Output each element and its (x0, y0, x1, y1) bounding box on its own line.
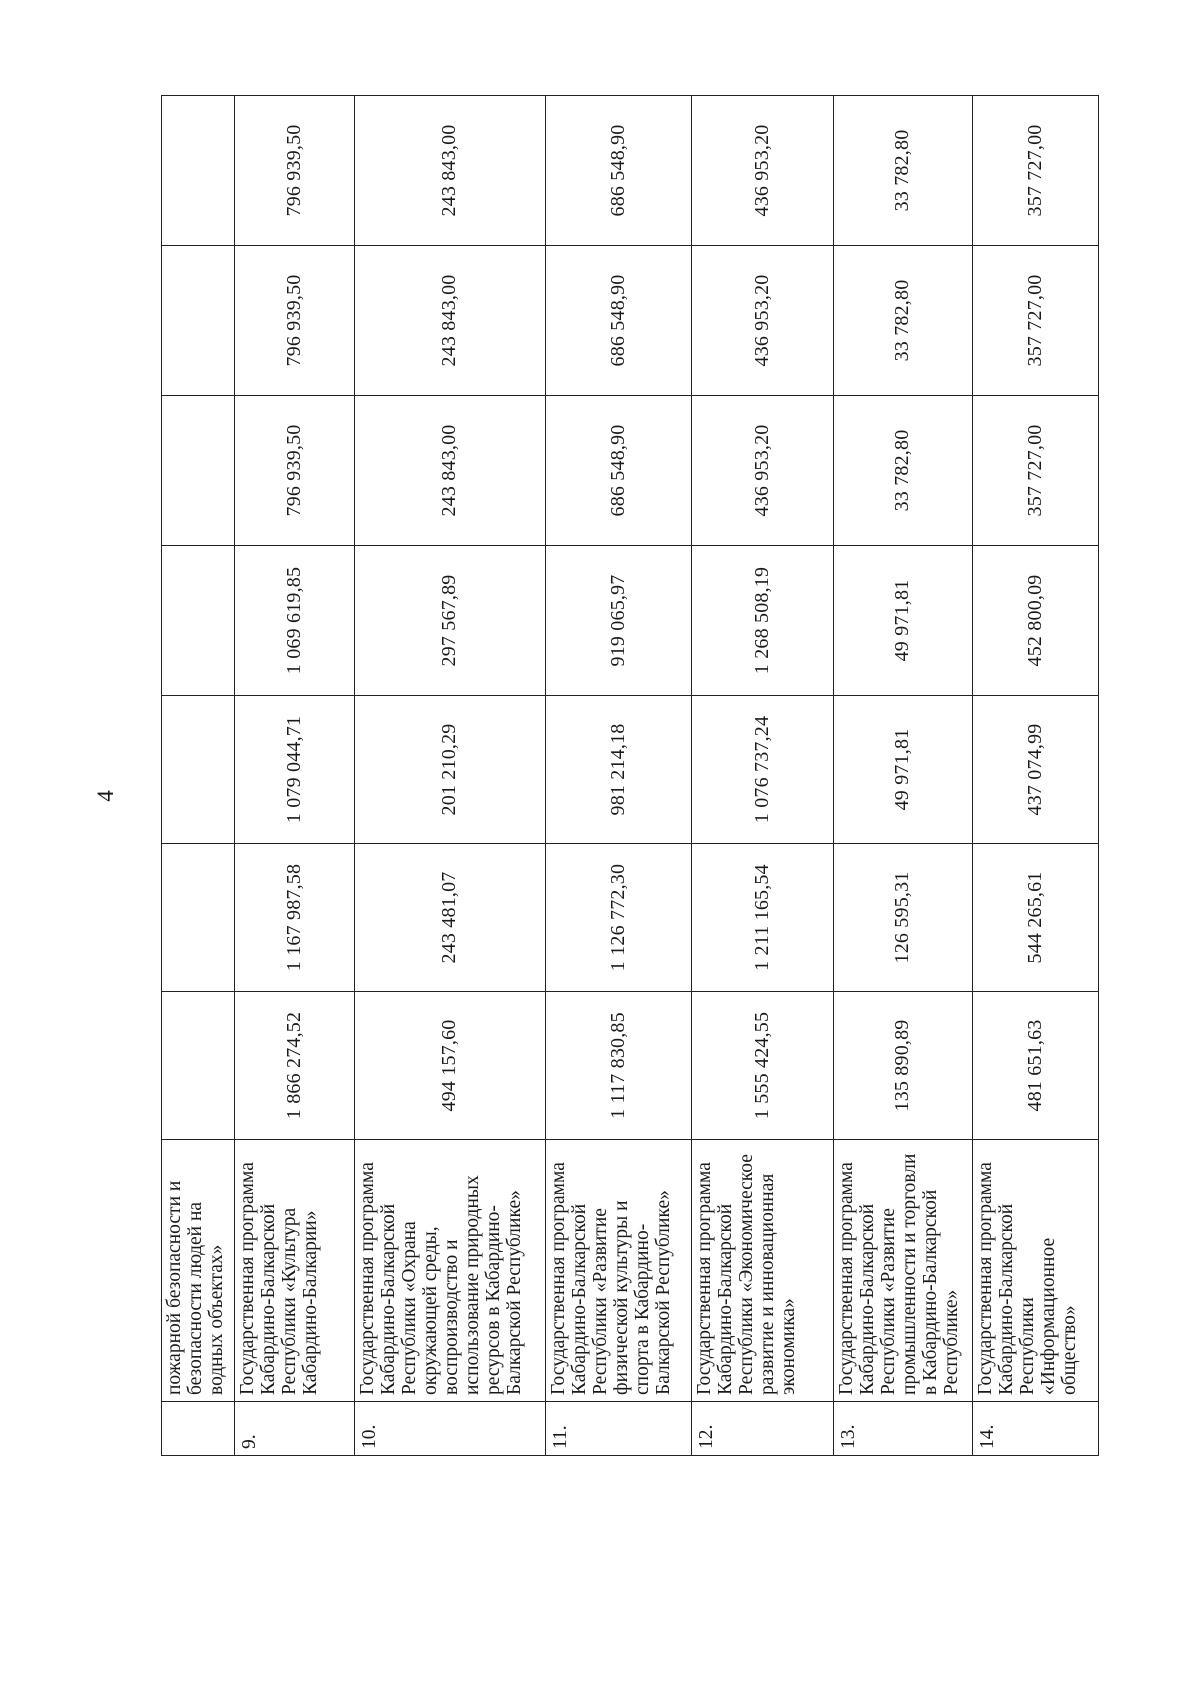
amount-cell: 796 939,50 (235, 396, 355, 546)
amount-cell: 1 076 737,24 (692, 696, 834, 844)
amount-cell: 796 939,50 (235, 96, 355, 246)
table-row (546, 96, 692, 1456)
table-row (834, 96, 973, 1456)
amount-cell: 686 548,90 (546, 96, 692, 246)
amount-cell: 297 567,89 (355, 546, 546, 696)
amount-cell: 544 265,61 (973, 844, 1099, 992)
program-name: Государственная программа Кабардино-Балкарской Республики «Экономическое развитие и инновационная экономика» (692, 1140, 834, 1402)
amount-cell: 357 727,00 (973, 246, 1099, 396)
amount-cell (162, 844, 235, 992)
amount-cell: 33 782,80 (834, 96, 973, 246)
program-name: Государственная программа Кабардино-Балкарской Республики «Развитие физической культуры и спорта в Кабардино-Балкарской Республике» (546, 1140, 692, 1402)
amount-cell: 686 548,90 (546, 396, 692, 546)
amount-cell: 1 268 508,19 (692, 546, 834, 696)
amount-cell: 243 843,00 (355, 396, 546, 546)
amount-cell: 686 548,90 (546, 246, 692, 396)
amount-cell: 1 126 772,30 (546, 844, 692, 992)
amount-cell: 1 167 987,58 (235, 844, 355, 992)
amount-cell: 243 843,00 (355, 246, 546, 396)
table-row (355, 96, 546, 1456)
amount-cell: 357 727,00 (973, 396, 1099, 546)
amount-cell (162, 546, 235, 696)
row-number: 13. (834, 1402, 973, 1456)
amount-cell: 1 069 619,85 (235, 546, 355, 696)
table-row (235, 96, 355, 1456)
amount-cell: 49 971,81 (834, 546, 973, 696)
program-name: Государственная программа Кабардино-Балкарской Республики «Развитие промышленности и торговли в Кабардино-Балкарской Республике» (834, 1140, 973, 1402)
amount-cell: 1 866 274,52 (235, 992, 355, 1140)
amount-cell: 33 782,80 (834, 396, 973, 546)
amount-cell: 436 953,20 (692, 396, 834, 546)
amount-cell (162, 992, 235, 1140)
amount-cell: 436 953,20 (692, 246, 834, 396)
row-number: 12. (692, 1402, 834, 1456)
program-name: Государственная программа Кабардино-Балкарской Республики «Культура Кабардино-Балкарии» (235, 1140, 355, 1402)
amount-cell: 1 555 424,55 (692, 992, 834, 1140)
amount-cell: 126 595,31 (834, 844, 973, 992)
program-name: пожарной безопасности и безопасности людей на водных объектах» (162, 1140, 235, 1402)
row-number: 14. (973, 1402, 1099, 1456)
amount-cell: 135 890,89 (834, 992, 973, 1140)
amount-cell (162, 246, 235, 396)
budget-table (161, 95, 1099, 1456)
amount-cell: 481 651,63 (973, 992, 1099, 1140)
amount-cell: 201 210,29 (355, 696, 546, 844)
amount-cell (162, 96, 235, 246)
amount-cell: 494 157,60 (355, 992, 546, 1140)
page-number: 4 (93, 790, 118, 802)
amount-cell: 796 939,50 (235, 246, 355, 396)
amount-cell: 981 214,18 (546, 696, 692, 844)
amount-cell: 919 065,97 (546, 546, 692, 696)
row-number (162, 1402, 235, 1456)
table-row-continuation (162, 96, 235, 1456)
amount-cell: 243 843,00 (355, 96, 546, 246)
row-number: 11. (546, 1402, 692, 1456)
amount-cell: 437 074,99 (973, 696, 1099, 844)
amount-cell: 436 953,20 (692, 96, 834, 246)
amount-cell: 452 800,09 (973, 546, 1099, 696)
amount-cell (162, 396, 235, 546)
amount-cell: 1 079 044,71 (235, 696, 355, 844)
amount-cell: 1 211 165,54 (692, 844, 834, 992)
amount-cell: 243 481,07 (355, 844, 546, 992)
row-number: 10. (355, 1402, 546, 1456)
table-row (973, 96, 1099, 1456)
table-row (692, 96, 834, 1456)
amount-cell: 33 782,80 (834, 246, 973, 396)
row-number: 9. (235, 1402, 355, 1456)
program-name: Государственная программа Кабардино-Балкарской Республики «Охрана окружающей среды, воспроизводство и использование природных ресурсов в Кабардино-Балкарской Республике» (355, 1140, 546, 1402)
amount-cell: 49 971,81 (834, 696, 973, 844)
amount-cell (162, 696, 235, 844)
amount-cell: 357 727,00 (973, 96, 1099, 246)
program-name: Государственная программа Кабардино-Балкарской Республики «Информационное общество» (973, 1140, 1099, 1402)
amount-cell: 1 117 830,85 (546, 992, 692, 1140)
rotated-table-frame (161, 96, 1103, 1456)
